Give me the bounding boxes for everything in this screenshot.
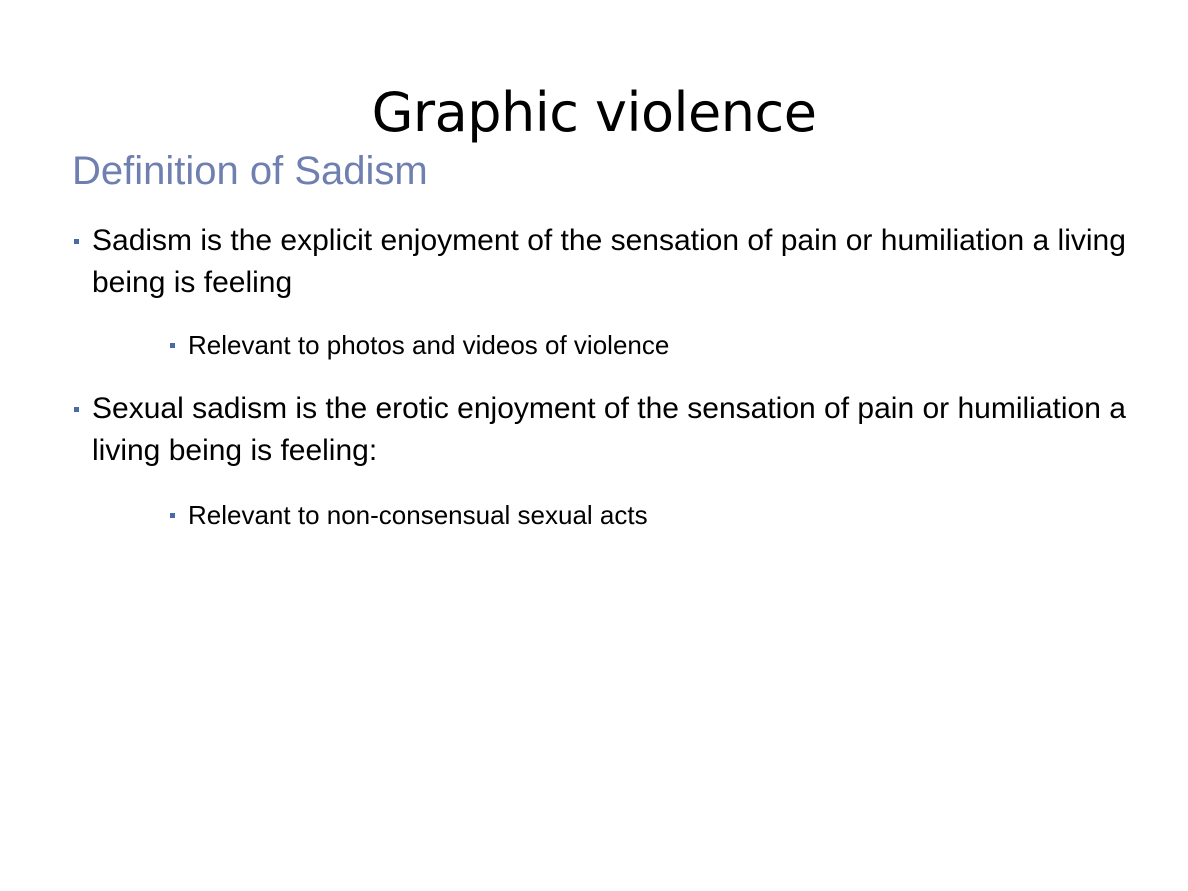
bullet-text: Sadism is the explicit enjoyment of the sensation of pain or humiliation a living being is feeling — [92, 224, 1126, 299]
slide-title: Graphic violence — [371, 81, 817, 144]
sub-bullet-item — [188, 327, 1088, 363]
square-bullet-icon — [170, 343, 175, 348]
slide-subtitle: Definition of Sadism — [72, 149, 428, 193]
square-bullet-icon — [74, 407, 79, 412]
bullet-item — [92, 388, 1142, 472]
sub-bullet-text: Relevant to photos and videos of violence — [188, 330, 670, 360]
bullet-item — [92, 220, 1142, 304]
sub-bullet-item — [188, 497, 1088, 533]
square-bullet-icon — [170, 513, 175, 518]
sub-bullet-text: Relevant to non-consensual sexual acts — [188, 500, 648, 530]
bullet-text: Sexual sadism is the erotic enjoyment of the sensation of pain or humiliation a living being is feeling: — [92, 392, 1126, 467]
square-bullet-icon — [74, 239, 79, 244]
